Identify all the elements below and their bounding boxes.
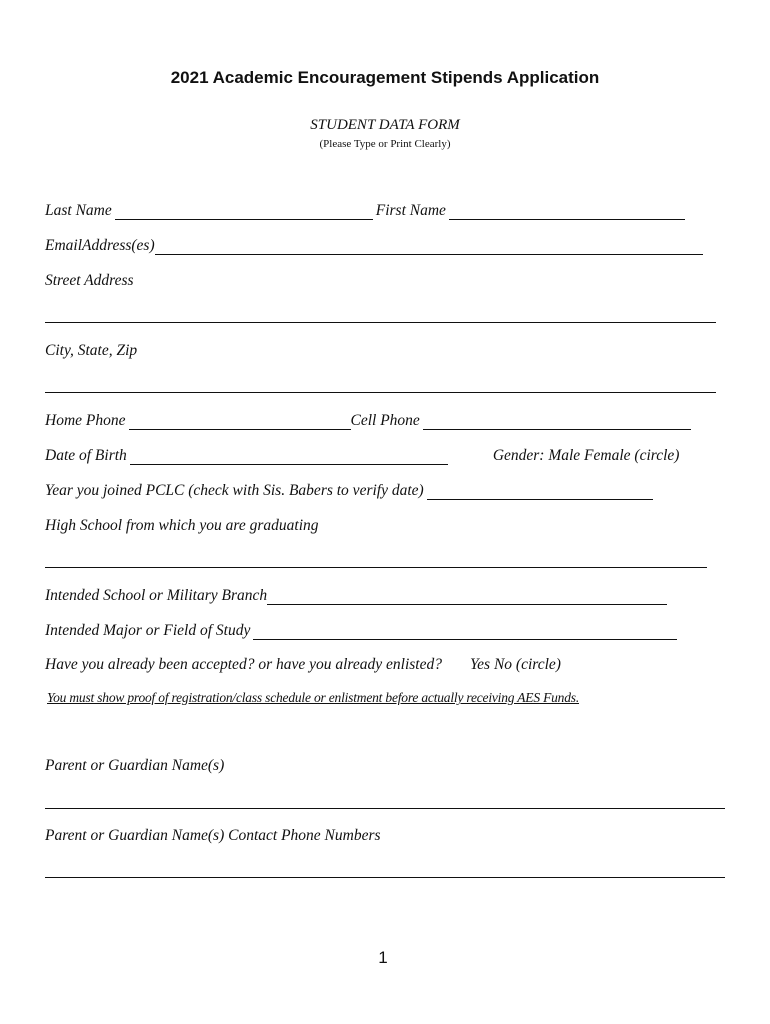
gender-label[interactable]: Gender: Male Female (circle) bbox=[492, 447, 680, 464]
intended-school-field[interactable] bbox=[267, 590, 667, 605]
dob-label: Date of Birth bbox=[45, 447, 127, 464]
year-joined-field[interactable] bbox=[427, 485, 653, 500]
street-address-label: Street Address bbox=[45, 272, 134, 289]
form-subtitle: STUDENT DATA FORM bbox=[310, 117, 460, 133]
high-school-label: High School from which you are graduating bbox=[45, 517, 319, 534]
street-address-row bbox=[45, 272, 134, 290]
home-phone-label: Home Phone bbox=[45, 412, 126, 429]
high-school-row bbox=[45, 517, 319, 535]
street-address-field[interactable] bbox=[45, 322, 716, 323]
page-title: 2021 Academic Encouragement Stipends Application bbox=[170, 68, 600, 87]
page-number: 1 bbox=[378, 948, 388, 967]
home-phone-field[interactable] bbox=[129, 415, 351, 430]
dob-field[interactable] bbox=[130, 450, 448, 465]
city-state-zip-field[interactable] bbox=[45, 392, 716, 393]
intended-major-label: Intended Major or Field of Study bbox=[45, 622, 251, 639]
parent-phone-field[interactable] bbox=[45, 877, 725, 878]
proof-notice: You must show proof of registration/class schedule or enlistment before actually receiving AES Funds. bbox=[47, 690, 580, 705]
intended-major-field[interactable] bbox=[253, 625, 677, 640]
cell-phone-label: Cell Phone bbox=[350, 412, 420, 429]
city-state-zip-row bbox=[45, 342, 137, 360]
intended-major-row bbox=[45, 622, 680, 640]
name-row bbox=[45, 202, 688, 220]
accepted-row bbox=[45, 656, 561, 674]
first-name-label: First Name bbox=[375, 202, 446, 219]
email-label: EmailAddress(es) bbox=[45, 237, 155, 254]
accepted-options[interactable]: Yes No (circle) bbox=[469, 656, 561, 673]
cell-phone-field[interactable] bbox=[423, 415, 691, 430]
parent-name-label: Parent or Guardian Name(s) bbox=[45, 757, 225, 774]
last-name-field[interactable] bbox=[115, 205, 373, 220]
high-school-field[interactable] bbox=[45, 567, 707, 568]
intended-school-row bbox=[45, 587, 670, 605]
parent-name-row bbox=[45, 757, 224, 775]
email-row bbox=[45, 237, 706, 255]
year-joined-label: Year you joined PCLC (check with Sis. Babers to verify date) bbox=[45, 482, 424, 499]
intended-school-label: Intended School or Military Branch bbox=[45, 587, 268, 604]
parent-phone-label: Parent or Guardian Name(s) Contact Phone Numbers bbox=[45, 827, 381, 844]
form-instructions: (Please Type or Print Clearly) bbox=[319, 138, 451, 150]
accepted-label: Have you already been accepted? or have you already enlisted? bbox=[45, 656, 442, 673]
parent-name-field[interactable] bbox=[45, 808, 725, 809]
email-field[interactable] bbox=[155, 240, 703, 255]
phone-row bbox=[45, 412, 694, 430]
dob-gender-row bbox=[45, 447, 679, 465]
parent-phone-row bbox=[45, 827, 381, 845]
last-name-label: Last Name bbox=[45, 202, 112, 219]
city-state-zip-label: City, State, Zip bbox=[45, 342, 138, 359]
first-name-field[interactable] bbox=[449, 205, 685, 220]
year-joined-row bbox=[45, 482, 656, 500]
